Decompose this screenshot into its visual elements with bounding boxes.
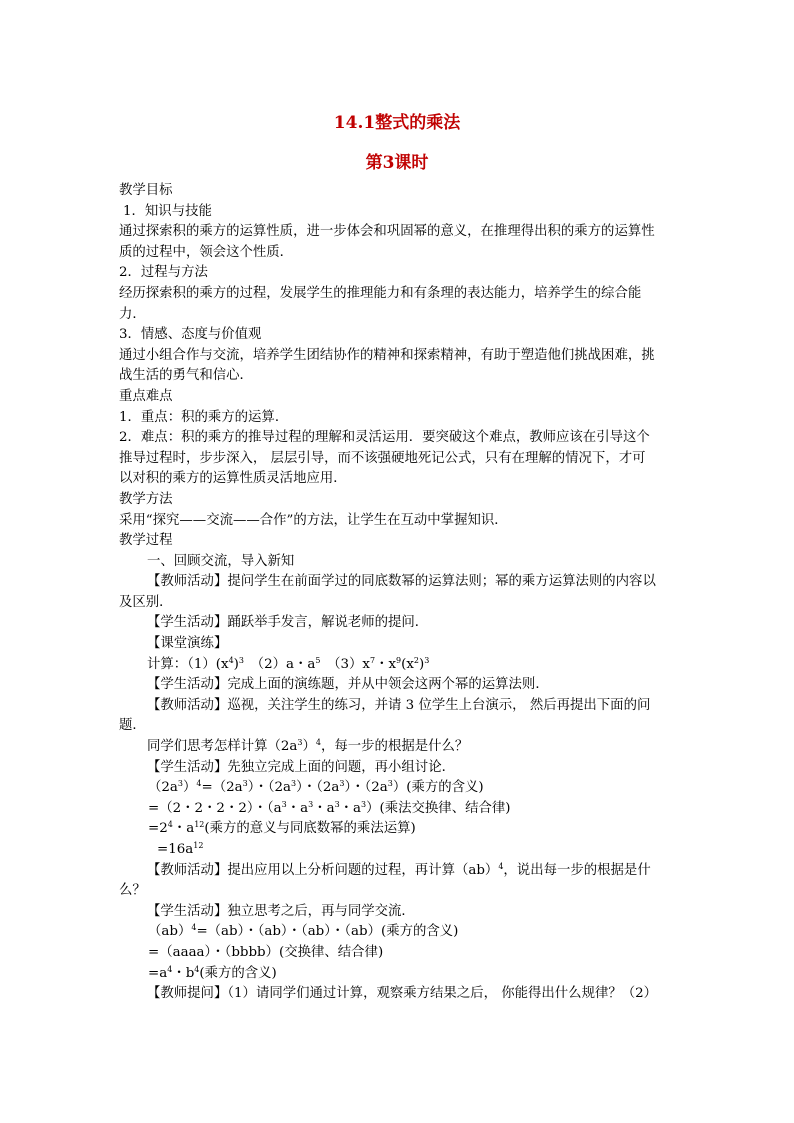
paragraph-line: 【教师活动】提问学生在前面学过的同底数幂的运算法则；幂的乘方运算法则的内容以 (147, 574, 656, 590)
paragraph-line: 1．重点：积的乘方的运算． (119, 409, 289, 425)
section-heading: 重点难点 (119, 388, 173, 404)
section-heading: 教学方法 (119, 491, 173, 507)
section-heading: 教学目标 (119, 183, 173, 198)
paragraph-line: 采用“探究——交流——合作”的方法，让学生在互动中掌握知识． (119, 512, 508, 528)
formula-line: $=16a^{12}$ (157, 841, 204, 857)
formula-line: 计算：$(1)(x^4)^3$ （2）a・$a^5$ $(3)x^7$・$x^9(x^2)^3$ (147, 655, 430, 672)
paragraph-line: 【学生活动】独立思考之后，再与同学交流． (147, 903, 415, 919)
formula-line: =（2・2・2・2）・（$a^3$・$a^3$・$a^3$・$a^3$）(乘法交换律、结合律) (148, 799, 511, 816)
sub-heading: 3．情感、态度与价值观 (119, 327, 262, 343)
paragraph-line: 及区别． (119, 594, 173, 610)
section-heading: 教学过程 (119, 533, 173, 549)
paragraph-line: 【教师活动】巡视，关注学生的练习，并请 3 位学生上台演示， 然后再提出下面的问 (147, 697, 651, 713)
paragraph-line: 【课堂演练】 (147, 636, 228, 652)
lesson-subtitle: 第3课时 (365, 153, 429, 173)
paragraph-line: 经历探索积的乘方的过程，发展学生的推理能力和有条理的表达能力，培养学生的综合能 (119, 285, 642, 301)
sub-heading: 1．知识与技能 (123, 203, 212, 219)
formula-line: 【教师活动】提出应用以上分析问题的过程，再计算（ab）$^4$，说出每一步的根据是什 (147, 861, 651, 878)
paragraph-line: 【学生活动】完成上面的演练题，并从中领会这两个幂的运算法则． (147, 677, 549, 693)
document-body (119, 181, 681, 1005)
sub-heading: 2．过程与方法 (119, 265, 208, 281)
document-title: 14.1整式的乘法 (333, 113, 461, 133)
paragraph-line: 战生活的勇气和信心． (119, 368, 253, 384)
paragraph-line: 力． (119, 306, 146, 322)
formula-line: （ab）$^4$=（ab）・（ab）・（ab）・（ab）(乘方的含义) (148, 923, 459, 940)
paragraph-line: 质的过程中，领会这个性质． (119, 244, 294, 260)
paragraph-line: 推导过程时，步步深入， 层层引导，而不该强硬地死记公式，只有在理解的情况下，才可 (119, 450, 646, 466)
formula-line: =（aaaa）・（bbbb）(交换律、结合律) (148, 944, 384, 960)
paragraph-line: 【学生活动】踊跃举手发言，解说老师的提问． (147, 615, 429, 631)
formula-line: $=2^4$・$a^{12}$(乘方的意义与同底数幂的乘法运算) (148, 820, 416, 837)
paragraph-line: 么？ (119, 883, 146, 899)
paragraph-line: 【学生活动】先独立完成上面的问题，再小组讨论． (147, 759, 455, 775)
paragraph-line: 通过小组合作与交流，培养学生团结协作的精神和探索精神，有助于塑造他们挑战困难，挑 (119, 347, 655, 363)
formula-line: $(2a^3)^4=(2a^3)$・$(2a^3)$・$(2a^3)$・$(2a^3)$(乘方的含义) (148, 779, 484, 796)
paragraph-line: 【教师提问】（1）请同学们通过计算，观察乘方结果之后， 你能得出什么规律？（2） (147, 986, 658, 1002)
paragraph-line: 以对积的乘方的运算性质灵活地应用． (119, 471, 347, 487)
formula-line: 同学们思考怎样计算$(2a^3)^4$，每一步的根据是什么？ (147, 738, 469, 755)
sub-heading: 一、回顾交流，导入新知 (147, 553, 295, 569)
formula-line: $=a^4$・$b^4$(乘方的含义) (148, 964, 277, 981)
paragraph-line: 通过探索积的乘方的运算性质，进一步体会和巩固幂的意义，在推理得出积的乘方的运算性 (119, 224, 655, 240)
paragraph-line: 2．难点：积的乘方的推导过程的理解和灵活运用．要突破这个难点，教师应该在引导这个 (119, 430, 650, 446)
paragraph-line: 题． (119, 718, 146, 734)
